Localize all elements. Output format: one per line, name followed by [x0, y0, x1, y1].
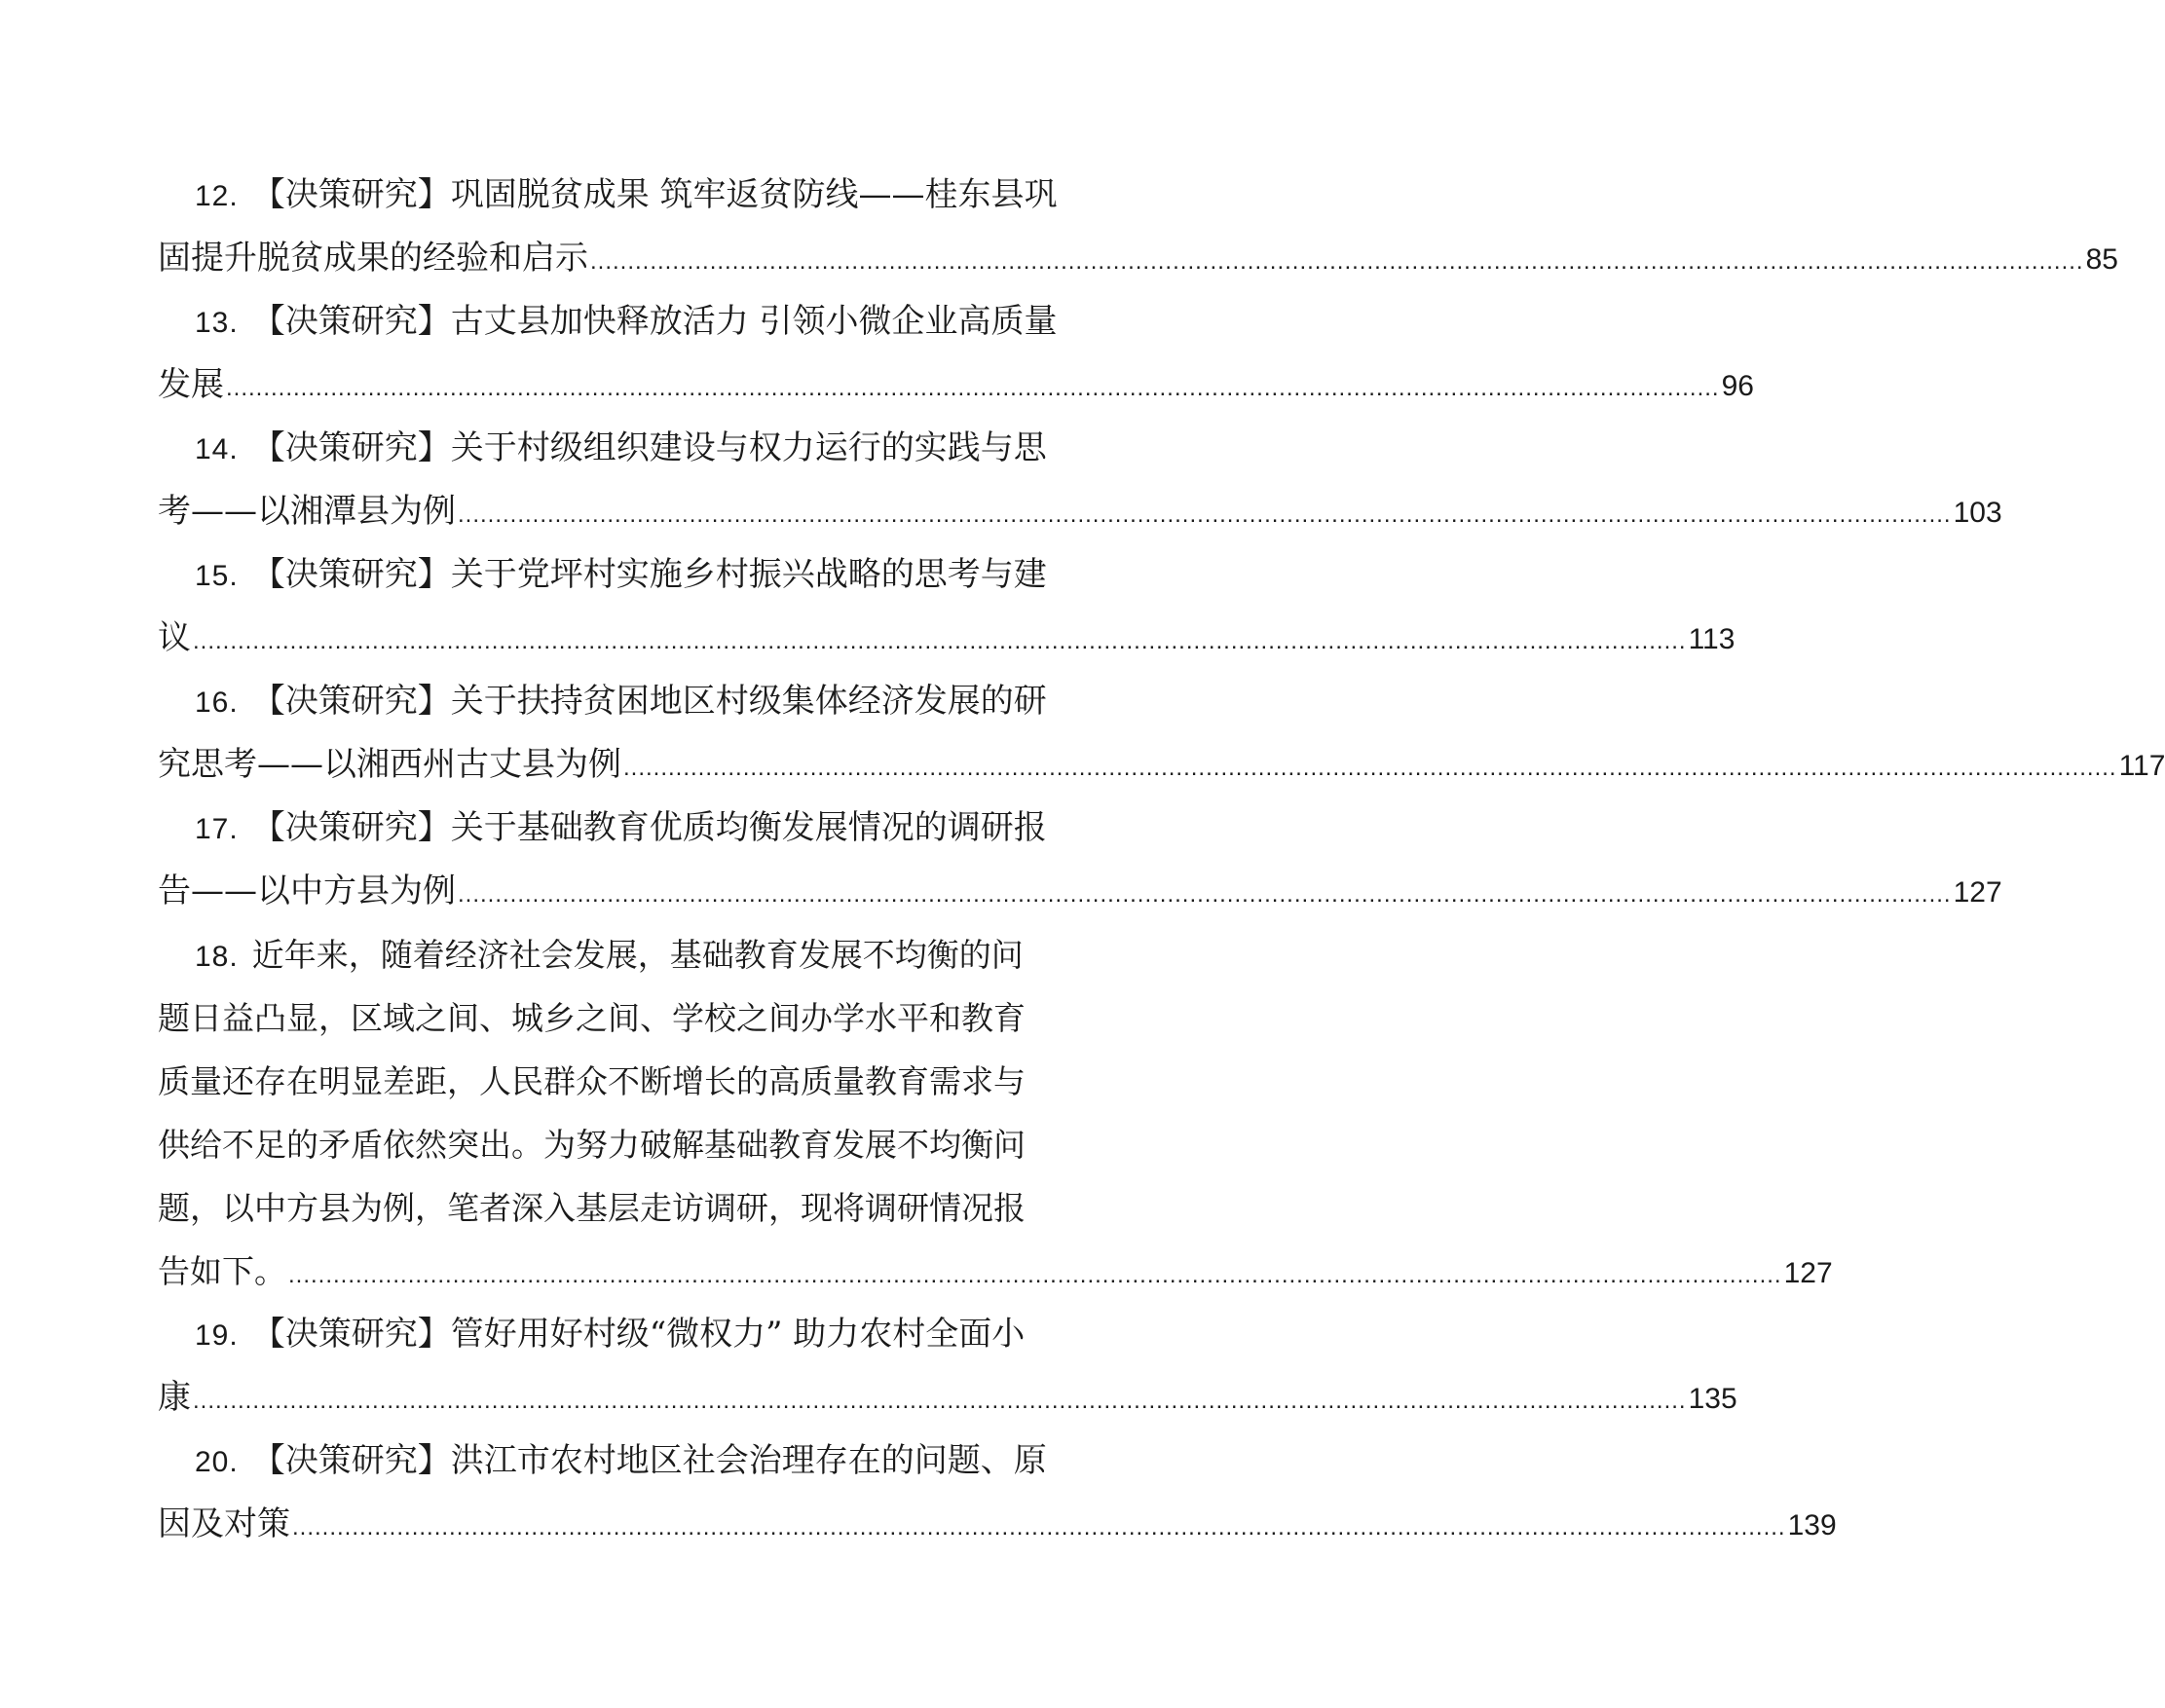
entry-number: 15. — [195, 560, 239, 592]
entry-title-line: 【决策研究】古丈县加快释放活力 引领小微企业高质量 — [251, 302, 1058, 341]
entry-number: 20. — [195, 1446, 239, 1478]
entry-title-line: 告——以中方县为例 — [158, 872, 456, 910]
toc-entry-19[interactable] — [158, 1303, 1737, 1430]
entry-title-line: 质量还存在明显差距，人民群众不断增长的高质量教育需求与 — [158, 1062, 1026, 1100]
entry-number: 12. — [195, 180, 239, 212]
entry-title-line: 考——以湘潭县为例 — [158, 492, 456, 531]
toc-entry-13[interactable] — [158, 290, 1754, 417]
toc-entry-18[interactable] — [158, 923, 1833, 1303]
entry-number: 14. — [195, 433, 239, 465]
entry-title-line: 【决策研究】关于基础教育优质均衡发展情况的调研报 — [251, 808, 1047, 847]
page-number: 127 — [1953, 876, 2002, 909]
toc-entry-16[interactable] — [158, 670, 2165, 797]
entry-title-line: 近年来，随着经济社会发展，基础教育发展不均衡的问 — [251, 936, 1024, 974]
entry-number: 16. — [195, 687, 239, 719]
entry-title-line: 【决策研究】管好用好村级“微权力” 助力农村全面小 — [251, 1315, 1026, 1354]
entry-title-line: 究思考——以湘西州古丈县为例 — [158, 745, 621, 784]
page-number: 85 — [2085, 243, 2118, 276]
entry-title-line: 议 — [158, 618, 191, 657]
entry-title-line: 题，以中方县为例，笔者深入基层走访调研，现将调研情况报 — [158, 1189, 1026, 1227]
dot-leader: ........................................................................................................................................................................................................ — [623, 755, 2117, 781]
entry-title-line: 供给不足的矛盾依然突出。为努力破解基础教育发展不均衡问 — [158, 1126, 1026, 1164]
entry-title-line: 题日益凸显，区域之间、城乡之间、学校之间办学水平和教育 — [158, 999, 1026, 1037]
dot-leader: ........................................................................................................................................................................................................ — [288, 1262, 1782, 1288]
dot-leader: ........................................................................................................................................................................................................ — [292, 1514, 1786, 1541]
entry-title-line: 固提升脱贫成果的经验和启示 — [158, 239, 588, 278]
entry-title-line: 【决策研究】关于党坪村实施乡村振兴战略的思考与建 — [251, 555, 1047, 594]
dot-leader: ........................................................................................................................................................................................................ — [226, 375, 1720, 401]
toc-entry-12[interactable] — [158, 164, 2118, 290]
entry-title-line: 告如下。 — [158, 1252, 286, 1290]
page-number: 96 — [1721, 370, 1754, 402]
page-number: 127 — [1783, 1257, 1833, 1289]
page-number: 103 — [1953, 497, 2002, 529]
entry-number: 18. — [195, 941, 239, 973]
entry-number: 17. — [195, 813, 239, 845]
page-number: 135 — [1688, 1383, 1737, 1415]
entry-title-line: 【决策研究】关于扶持贫困地区村级集体经济发展的研 — [251, 682, 1047, 721]
entry-title-line: 【决策研究】洪江市农村地区社会治理存在的问题、原 — [251, 1441, 1047, 1480]
dot-leader: ........................................................................................................................................................................................................ — [458, 881, 1952, 908]
dot-leader: ........................................................................................................................................................................................................ — [193, 1388, 1687, 1414]
toc-entry-14[interactable] — [158, 417, 2002, 543]
entry-title-line: 【决策研究】巩固脱贫成果 筑牢返贫防线——桂东县巩 — [251, 175, 1058, 214]
dot-leader: ........................................................................................................................................................................................................ — [193, 628, 1687, 654]
table-of-contents — [158, 164, 2165, 1556]
entry-title-line: 因及对策 — [158, 1504, 290, 1543]
dot-leader: ........................................................................................................................................................................................................ — [458, 501, 1952, 528]
page-number: 139 — [1787, 1509, 1837, 1541]
entry-title-line: 康 — [158, 1378, 191, 1417]
entry-number: 19. — [195, 1319, 239, 1352]
entry-title-line: 【决策研究】关于村级组织建设与权力运行的实践与思 — [251, 428, 1047, 467]
dot-leader: ........................................................................................................................................................................................................ — [590, 248, 2084, 275]
entry-title-line: 发展 — [158, 365, 224, 404]
entry-number: 13. — [195, 307, 239, 339]
toc-entry-20[interactable] — [158, 1430, 1837, 1556]
page-number: 113 — [1688, 623, 1736, 655]
toc-entry-15[interactable] — [158, 543, 1736, 670]
toc-entry-17[interactable] — [158, 797, 2002, 923]
page-number: 117 — [2118, 750, 2165, 782]
